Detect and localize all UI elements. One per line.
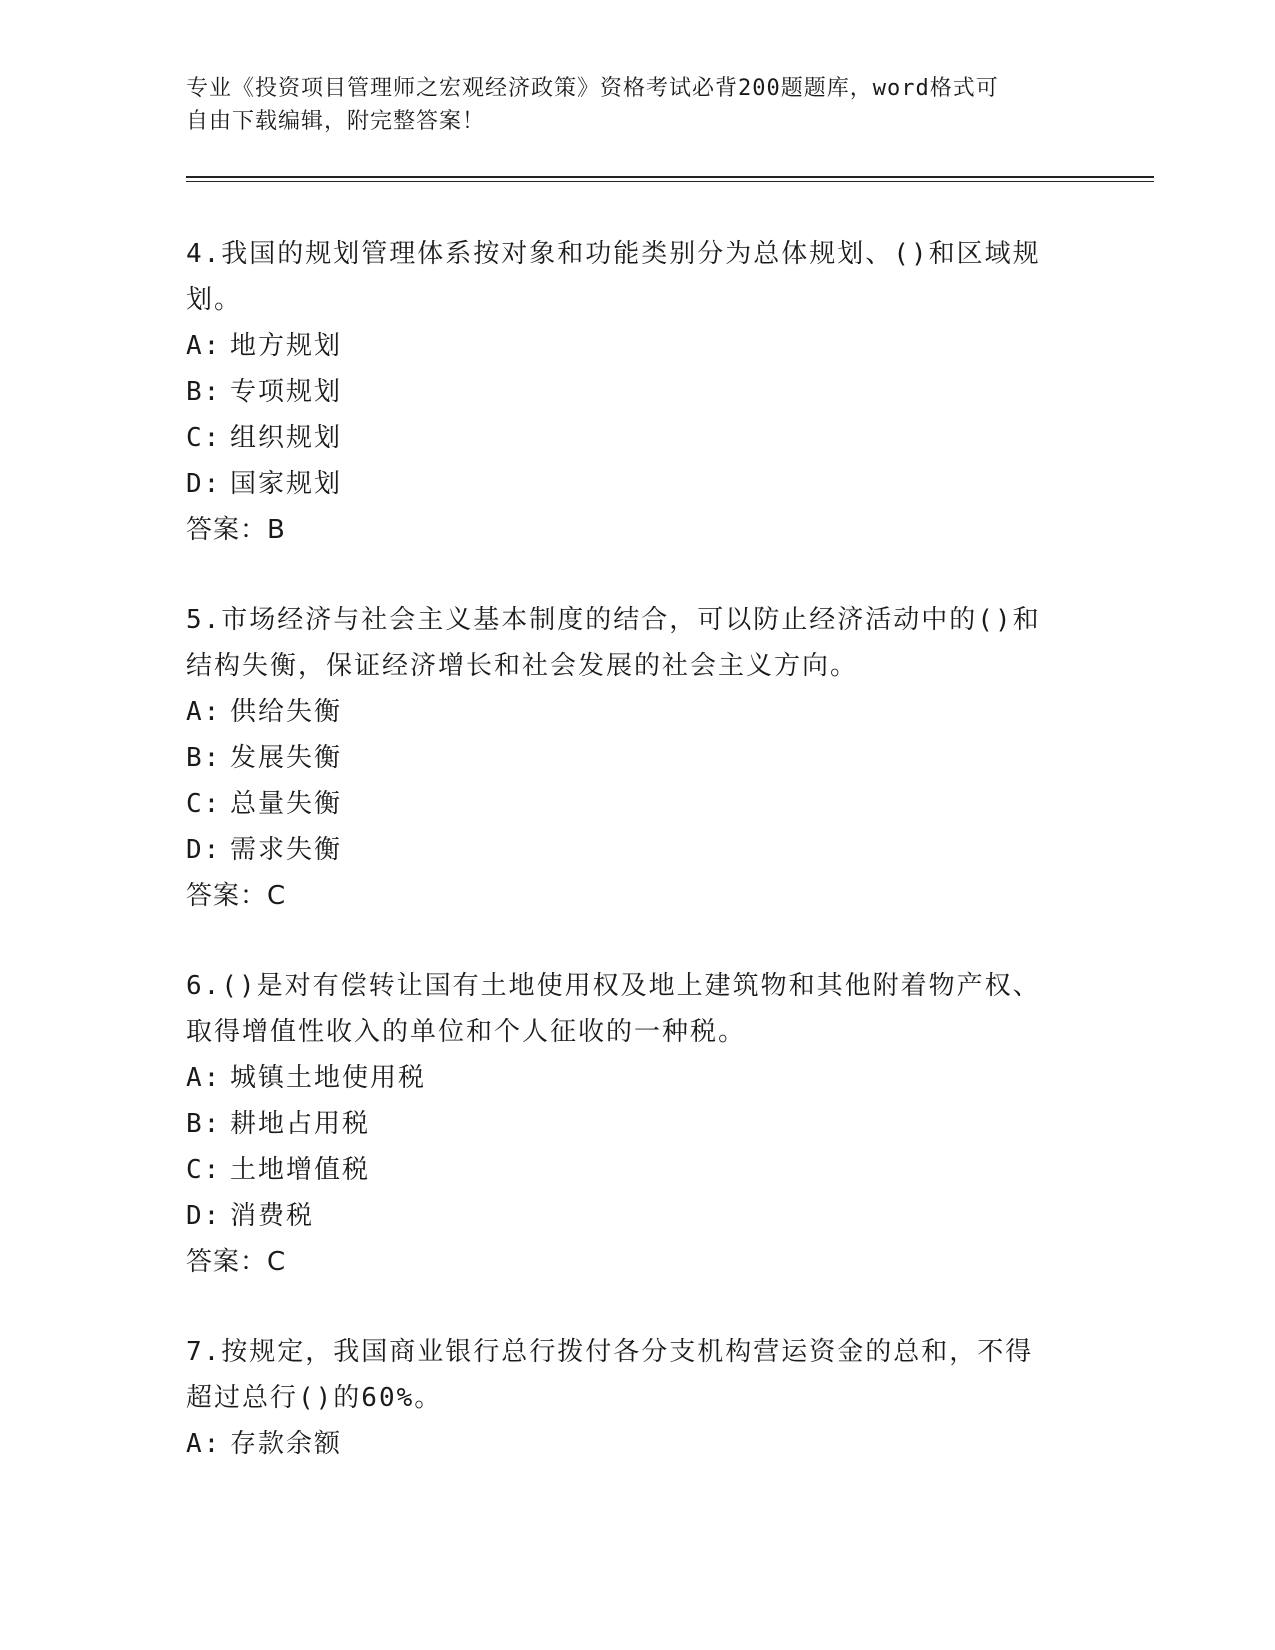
option-key: A: xyxy=(186,1063,222,1093)
answer-line xyxy=(186,873,1066,919)
option-key: D: xyxy=(186,835,222,865)
option-text: 地方规划 xyxy=(230,331,343,361)
question-stem xyxy=(186,597,1066,689)
option-key: A: xyxy=(186,1429,222,1459)
question-6 xyxy=(186,963,1066,1285)
option-key: D: xyxy=(186,469,222,499)
option-key: A: xyxy=(186,331,222,361)
option-a xyxy=(186,323,1066,369)
question-stem xyxy=(186,963,1066,1055)
answer-prefix: 答案： xyxy=(186,1247,268,1277)
option-a xyxy=(186,689,1066,735)
question-list xyxy=(186,231,1066,1511)
option-key: A: xyxy=(186,697,222,727)
option-key: B: xyxy=(186,743,222,773)
option-key: D: xyxy=(186,1201,222,1231)
option-d xyxy=(186,827,1066,873)
document-header xyxy=(186,72,1066,138)
option-key: B: xyxy=(186,377,222,407)
option-text: 城镇土地使用税 xyxy=(230,1063,427,1093)
option-key: C: xyxy=(186,1155,222,1185)
question-4 xyxy=(186,231,1066,553)
option-text: 组织规划 xyxy=(230,423,343,453)
answer-prefix: 答案： xyxy=(186,515,268,545)
option-key: C: xyxy=(186,423,222,453)
stem-line-2: 超过总行()的60%。 xyxy=(186,1383,443,1413)
stem-line-2: 取得增值性收入的单位和个人征收的一种税。 xyxy=(186,1017,747,1047)
stem-line-2: 结构失衡，保证经济增长和社会发展的社会主义方向。 xyxy=(186,651,859,681)
question-7 xyxy=(186,1329,1066,1467)
option-a xyxy=(186,1055,1066,1101)
question-stem xyxy=(186,231,1066,323)
stem-line-1: 4.我国的规划管理体系按对象和功能类别分为总体规划、()和区域规 xyxy=(186,239,1041,269)
question-5 xyxy=(186,597,1066,919)
option-c xyxy=(186,1147,1066,1193)
option-a xyxy=(186,1421,1066,1467)
option-text: 需求失衡 xyxy=(230,835,343,865)
answer-line xyxy=(186,507,1066,553)
option-b xyxy=(186,369,1066,415)
header-line-2: 自由下载编辑，附完整答案！ xyxy=(186,109,486,134)
option-text: 耕地占用税 xyxy=(230,1109,371,1139)
header-divider-thin xyxy=(186,181,1154,182)
option-key: C: xyxy=(186,789,222,819)
option-d xyxy=(186,461,1066,507)
option-text: 土地增值税 xyxy=(230,1155,371,1185)
stem-line-2: 划。 xyxy=(186,285,243,315)
option-text: 发展失衡 xyxy=(230,743,343,773)
answer-value: B xyxy=(267,515,286,545)
stem-line-1: 5.市场经济与社会主义基本制度的结合，可以防止经济活动中的()和 xyxy=(186,605,1041,635)
answer-prefix: 答案： xyxy=(186,881,268,911)
option-text: 国家规划 xyxy=(230,469,343,499)
option-text: 存款余额 xyxy=(230,1429,343,1459)
option-b xyxy=(186,735,1066,781)
option-c xyxy=(186,781,1066,827)
stem-line-1: 7.按规定，我国商业银行总行拨付各分支机构营运资金的总和，不得 xyxy=(186,1337,1034,1367)
option-text: 总量失衡 xyxy=(230,789,343,819)
option-key: B: xyxy=(186,1109,222,1139)
option-c xyxy=(186,415,1066,461)
option-text: 专项规划 xyxy=(230,377,343,407)
option-text: 消费税 xyxy=(230,1201,315,1231)
header-divider-thick xyxy=(186,176,1154,178)
question-stem xyxy=(186,1329,1066,1421)
stem-line-1: 6.()是对有偿转让国有土地使用权及地上建筑物和其他附着物产权、 xyxy=(186,971,1041,1001)
option-b xyxy=(186,1101,1066,1147)
option-d xyxy=(186,1193,1066,1239)
header-line-1: 专业《投资项目管理师之宏观经济政策》资格考试必背200题题库，word格式可 xyxy=(186,76,999,101)
answer-value: C xyxy=(267,881,287,911)
answer-value: C xyxy=(267,1247,287,1277)
option-text: 供给失衡 xyxy=(230,697,343,727)
answer-line xyxy=(186,1239,1066,1285)
